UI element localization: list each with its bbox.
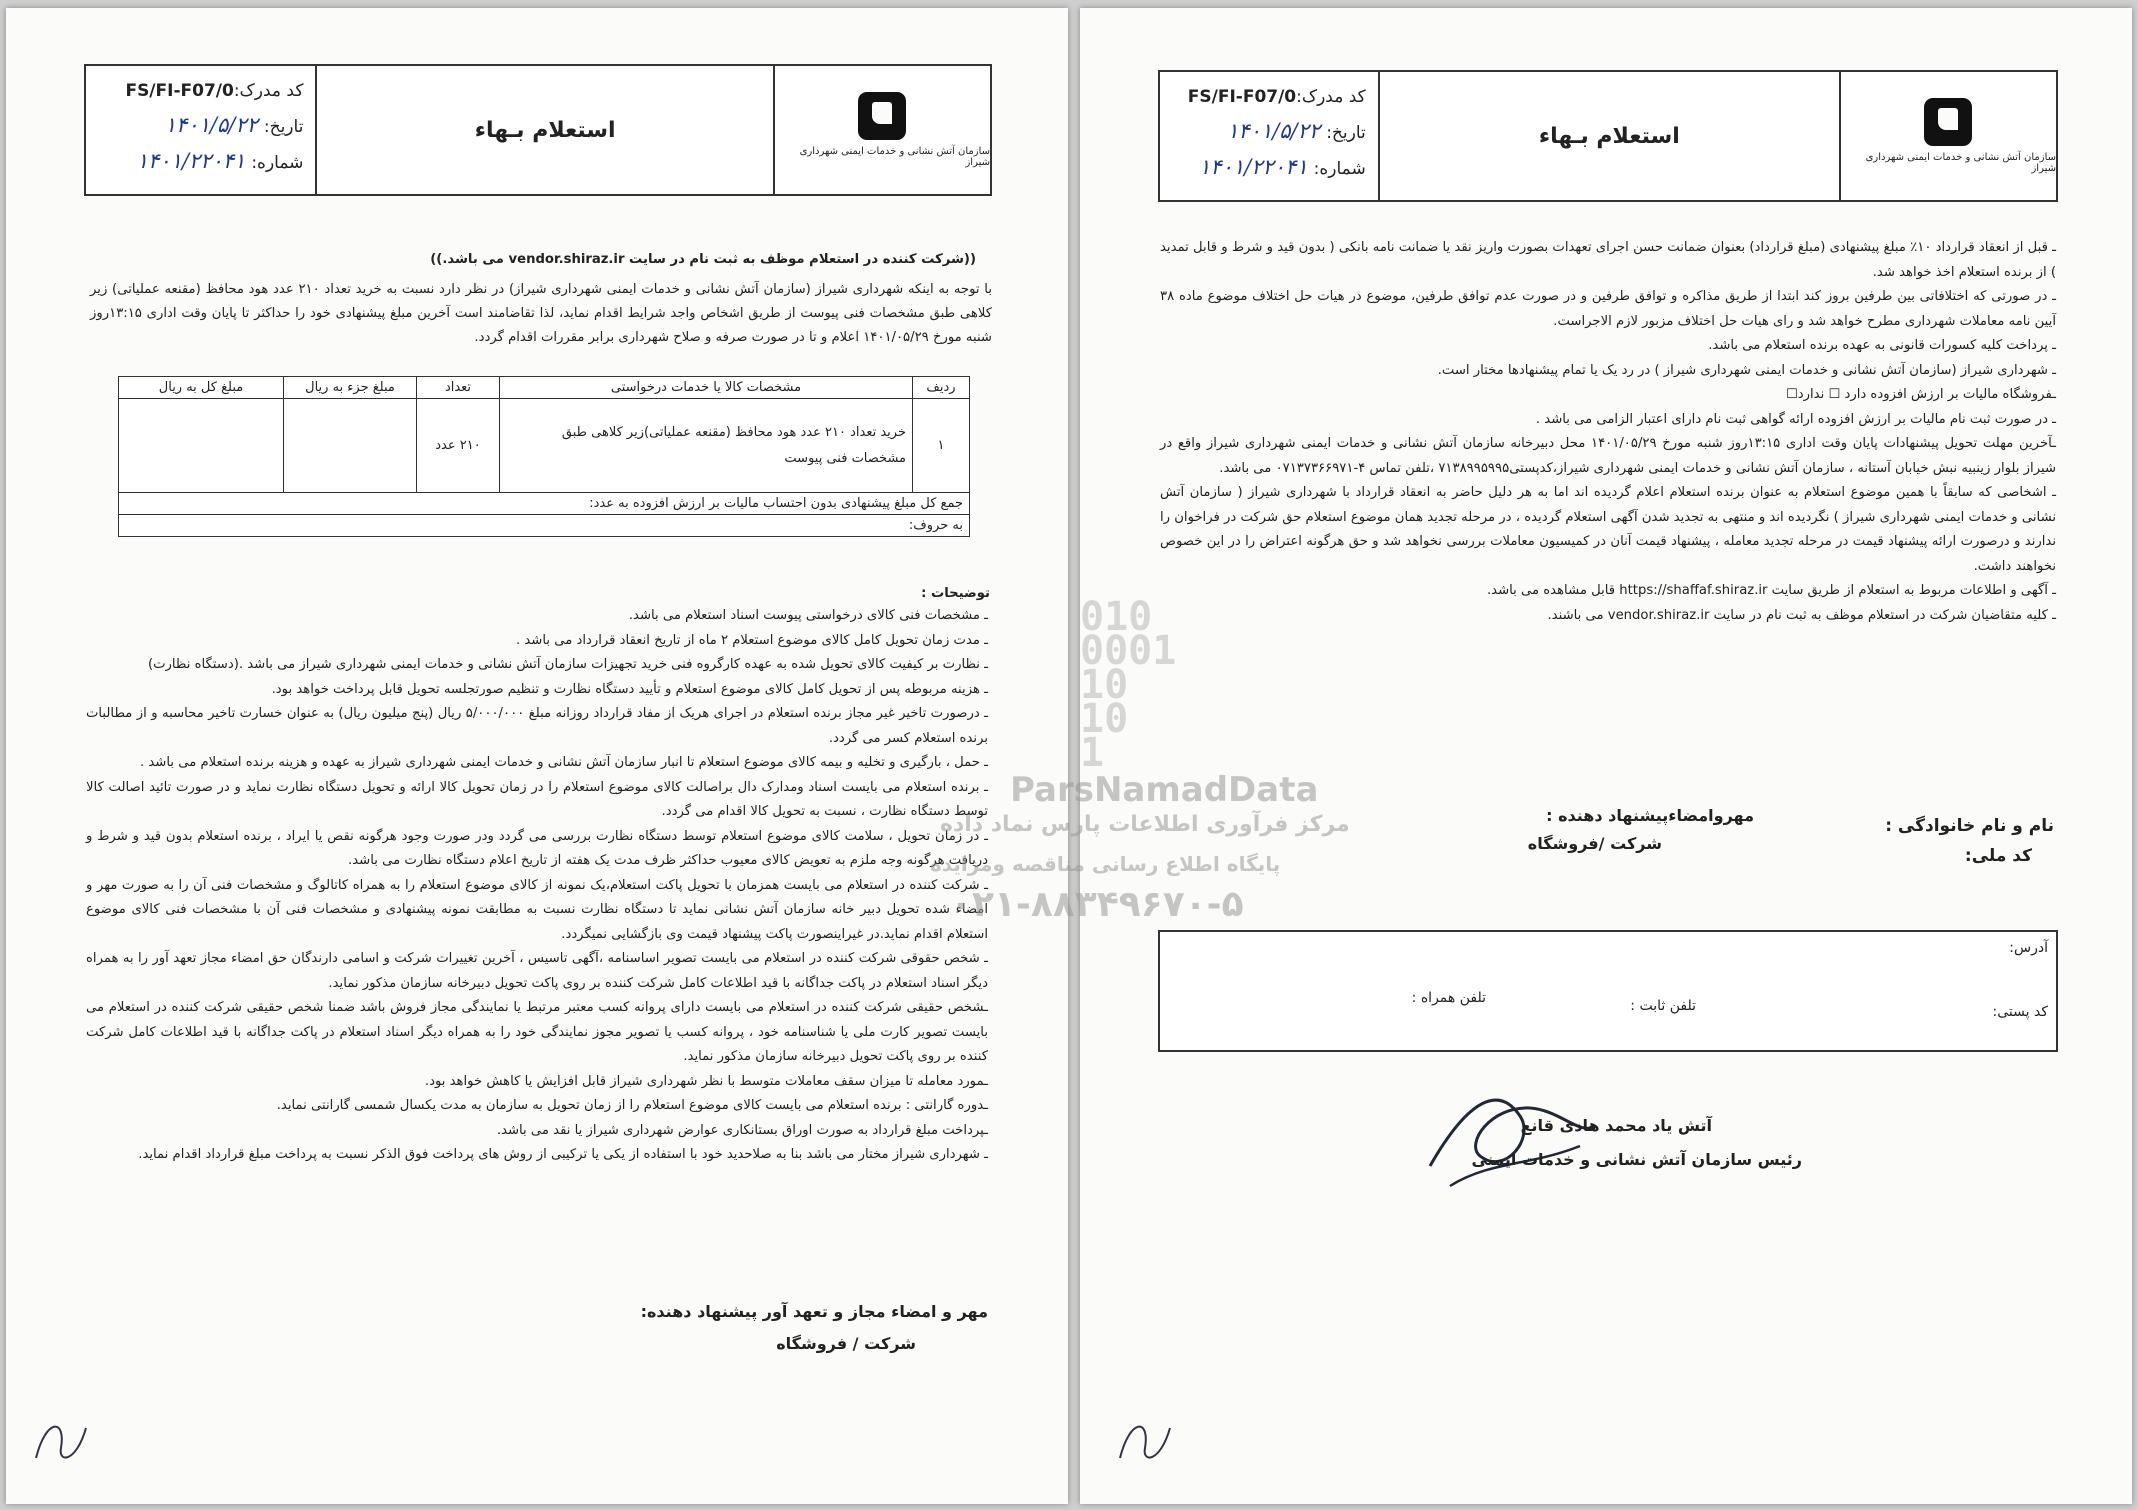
phone-label: تلفن ثابت : [1630,998,1696,1014]
national-code-label: کد ملی: [1964,846,2032,866]
watermark-brand: ParsNamadData [1010,770,1319,810]
list-item: ـ اشخاصی که سابقاً با همین موضوع استعلام به عنوان برنده استعلام اعلام گردیده اند اما به هر دلیل حاضر به انعقاد قرارداد با شهرداری شیراز ( سازمان آتش نشانی و خدمات ایمنی شهرداری شیراز ) نگردیده اند و منتهی به تجدید شدن آگهی استعلام گردیده ، در مرحله تجدید همان موضوع استعلام حق شرکت در فراخوان را ندارند و درصورت ارائه پیشنهاد قیمت در مرحله تجدید معامله ، پیشنهاد قیمت آنان در کمیسیون معاملات بررسی نخواهد شد و حق هرگونه اعتراض را در این خصوص نخواهند داشت. [1160,485,2056,574]
list-item: ـ کلیه متقاضیان شرکت در استعلام موظف به ثبت نام در سایت vendor.shiraz.ir می باشند. [1547,607,2056,623]
col-index: ردیف [913,377,970,399]
signer-name: آتش یاد محمد هادی قانع [1520,1116,1712,1135]
org-logo [775,66,990,194]
list-item: ـ قبل از انعقاد قرارداد ۱۰٪ مبلغ پیشنهادی (مبلغ قرارداد) بعنوان ضمانت حسن اجرای تعهدات بصورت واریز نقد یا ضمانت نامه بانکی ( بدون قید و شرط و قابل تمدید ) از برنده استعلام اخذ خواهد شد. [1160,240,2057,280]
list-item: ـ درصورت تاخیر غیر مجاز برنده استعلام در اجرای هریک از مفاد قرارداد روزانه مبلغ ۵/۰۰۰/۰۰۰ ریال (پنج میلیون ریال) به عنوان خسارت تاخیر محاسبه و از مطالبات برنده استعلام کسر می گردد. [86,706,989,746]
list-item: ـ مشخصات فنی کالای درخواستی پیوست اسناد استعلام می باشد. [628,608,988,623]
list-item: ـپرداخت مبلغ قرارداد به صورت اوراق بستانکاری عوارض شهرداری شیراز یا نقد می باشد. [496,1122,988,1138]
conditions-list [1160,236,2056,628]
document-meta [86,66,317,194]
intro-text: با توجه به اینکه شهرداری شیراز (سازمان آتش نشانی و خدمات ایمنی شهرداری شیراز) در نظر دارد نسبت به خرید تعداد ۲۱۰ عدد هود محافظ (مقنعه عملیاتی) زیر کلاهی طبق مشخصات فنی پیوست از طریق اشخاص واجد شرایط اقدام نماید، لذا تقاضامند است آخرین مبلغ پیشنهادی خود را حداکثر تا پایان وقت اداری ۱۳:۱۵روز شنبه مورخ ۱۴۰۱/۰۵/۲۹ اعلام و تا در صورت صرفه و صلاح شهرداری برابر مقررات اقدام گردد. [90,282,992,345]
fire-department-logo-icon [1924,98,1972,146]
applicant-name-label: نام و نام خانوادگی : [1885,816,2054,836]
list-item: ـ هزینه مربوطه پس از تحویل کامل کالای موضوع استعلام و تأیید دستگاه نظارت و تنظیم صورتجلسه تحویل قابل پرداخت خواهد بود. [271,681,988,697]
date-label: تاریخ: [1326,123,1366,143]
col-desc: مشخصات کالا یا خدمات درخواستی [500,377,913,399]
list-item: ـ در زمان تحویل ، سلامت کالای موضوع استعلام توسط دستگاه نظارت بررسی می گردد ودر صورت وجود هرگونه نقص یا ایراد ، برنده استعلام بدون قید و شرط و دریافت هرگونه وجه ملزم به تعویض کالای معیوب حداکثر ظرف مدت یک هفته از تاریخ اعلام دستگاه نظارت می باشد. [86,828,988,868]
list-item: ـ آگهی و اطلاعات مربوط به استعلام از طریق سایت https://shaffaf.shiraz.ir قابل مشاهده می باشد. [1486,583,2056,598]
code-label: کد مدرک: [233,81,304,101]
list-item: ـ شهرداری شیراز مختار می باشد بنا به صلاحدید خود با استفاده از یکی یا ترکیبی از روش های پرداخت فوق الذکر نسبت به پرداخت مبلغ قرارداد اقدام نماید. [138,1147,988,1162]
mobile-label: تلفن همراه : [1411,990,1486,1006]
document-header [84,64,992,196]
org-name: سازمان آتش نشانی و خدمات ایمنی شهرداری شیراز [1865,152,2056,174]
number-label: شماره: [1313,159,1366,179]
sum-row [119,493,970,515]
code-value: FS/FI-F07/0 [1187,87,1297,107]
postal-code-label: کد پستی: [1992,1004,2048,1020]
watermark-line2: پایگاه اطلاع رسانی مناقصه ومزایده [930,852,1281,876]
list-item: ـفروشگاه مالیات بر ارزش افزوده دارد ☐ ندارد☐ [1785,387,2056,402]
binary-watermark: 010 0001 10 10 1 [1080,594,1177,776]
document-title: استعلام بـهاء [1380,72,1841,200]
date-label: تاریخ: [263,117,304,137]
company-label: شرکت /فروشگاه [1527,834,1662,853]
code-value: FS/FI-F07/0 [125,81,234,101]
number-label: شماره: [251,153,304,173]
list-item: ـدوره گارانتی : برنده استعلام می بایست کالای موضوع استعلام را از زمان تحویل به سازمان به مدت یکسال شمسی گارانتی نماید. [276,1098,988,1113]
row-index: ۱ [913,399,970,493]
col-qty: تعداد [417,377,500,399]
left-page [6,8,1068,1504]
seal-label: مهروامضاءپیشنهاد دهنده : [1546,806,1754,825]
org-name: سازمان آتش نشانی و خدمات ایمنی شهرداری شیراز [799,146,990,168]
list-item: ـ شهرداری شیراز (سازمان آتش نشانی و خدمات ایمنی شهرداری شیراز ) در رد یک یا تمام پیشنهادها مختار است. [1437,362,2056,378]
letters-row [119,515,970,537]
sum-label: جمع کل مبلغ پیشنهادی بدون احتساب مالیات بر ارزش افزوده به عدد: [119,493,970,515]
list-item: ـ مدت زمان تحویل کامل کالای موضوع استعلام ۲ ماه از تاریخ انعقاد قرارداد می باشد . [515,632,988,648]
row-desc: خرید تعداد ۲۱۰ عدد هود محافظ (مقنعه عملیاتی)زیر کلاهی طبق مشخصات فنی پیوست [500,399,913,493]
code-label: کد مدرک: [1296,87,1366,107]
letters-label: به حروف: [119,515,970,537]
col-unit-price: مبلغ جزء به ریال [284,377,417,399]
address-label: آدرس: [2009,940,2048,956]
address-box [1158,930,2058,1052]
list-item: ـ برنده استعلام می بایست اسناد ومدارک دال براصالت کالای موضوع استعلام را در زمان تحویل کالا ارائه و تحویل دستگاه نظارت نماید و در صورت تائید اصالت کالا توسط دستگاه نظارت ، نسبت به تحویل کالا اقدام می گردد. [86,779,988,819]
right-page [1080,8,2132,1504]
notes-title: توضیحات : [921,586,990,601]
list-item: ـشخص حقیقی شرکت کننده در استعلام می بایست دارای پروانه کسب معتبر مرتبط یا نمایندگی مجاز فروش باشد ضمنا شخص حقیقی شرکت کننده در استعلام می بایست تصویر کارت ملی یا شناسنامه خود ، پروانه کسب یا تصویر مجوز نمایندگی خود را به همراه دیگر اسناد استعلام در پاکت جداگانه با قید اطلاعات کامل شرکت کننده بر روی پاکت تحویل دبیرخانه سازمان مذکور نماید. [86,1000,988,1064]
list-item: ـ در صورت ثبت نام مالیات بر ارزش افزوده ارائه گواهی ثبت نام دارای اعتبار الزامی می باشد . [1535,411,2056,427]
table-header-row [119,377,970,399]
number-value: ۱۴۰۱/۲۲۰۴۱ [1199,155,1308,179]
row-qty: ۲۱۰ عدد [417,399,500,493]
list-item: ـمورد معامله تا میزان سقف معاملات متوسط با نظر شهرداری شیراز قابل افزایش یا کاهش خواهد بود. [424,1073,988,1089]
document-meta [1160,72,1380,200]
document-header [1158,70,2058,202]
number-value: ۱۴۰۱/۲۲۰۴۱ [136,149,246,173]
list-item: ـ نظارت بر کیفیت کالای تحویل شده به عهده کارگروه فنی خرید تجهیزات سازمان آتش نشانی و خدمات ایمنی شهرداری شیراز می باشد .(دستگاه نظارت) [147,657,988,672]
row-total[interactable] [119,399,284,493]
date-value: ۱۴۰۱/۵/۲۲ [1227,119,1321,143]
fire-department-logo-icon [858,92,906,140]
signature-image [1410,1076,1610,1206]
table-row [119,399,970,493]
list-item: ـآخرین مهلت تحویل پیشنهادات پایان وقت اداری ۱۳:۱۵روز شنبه مورخ ۱۴۰۱/۰۵/۲۹ محل دبیرخانه سازمان آتش نشانی و خدمات ایمنی شهرداری شیراز واقع در شیراز بلوار زینبیه نبش خیابان آستانه ، سازمان آتش نشانی و خدمات ایمنی شهرداری شیراز،کدپستی۷۱۳۸۹۹۵۹۹۵ ،تلفن تماس ۴-۰۷۱۳۷۳۶۶۹۷۱ می باشد. [1160,436,2056,476]
items-table [118,376,970,537]
document-title: استعلام بـهاء [317,66,774,194]
seal-label: مهر و امضاء مجاز و تعهد آور پیشنهاد دهنده: [640,1302,988,1321]
watermark-phone: ۰۲۱-۸۸۳۴۹۶۷۰-۵ [950,884,1244,925]
date-value: ۱۴۰۱/۵/۲۲ [164,113,258,137]
page-initials-image [1110,1408,1180,1478]
company-label: شرکت / فروشگاه [776,1334,916,1353]
org-logo [1841,72,2056,200]
page-initials-image [26,1408,96,1478]
row-unit-price[interactable] [284,399,417,493]
signer-title: رئیس سازمان آتش نشانی و خدمات ایمنی [1471,1150,1802,1169]
watermark-line1: مرکز فرآوری اطلاعات پارس نماد داده [940,812,1350,837]
col-total: مبلغ کل به ریال [119,377,284,399]
notes-list [86,604,988,1168]
list-item: ـ حمل ، بارگیری و تخلیه و بیمه کالای موضوع استعلام تا انبار سازمان آتش نشانی و خدمات ایمنی شهرداری شیراز به عهده و هزینه برنده استعلام می باشد . [140,755,988,770]
list-item: ـ شخص حقوقی شرکت کننده در استعلام می بایست تصویر اساسنامه ،آگهی تاسیس ، آخرین تغییرات شرکت و اسامی دارندگان حق امضاء مجاز تعهد آور را به همراه دیگر اسناد استعلام در پاکت جداگانه با قید اطلاعات کامل شرکت کننده بر روی پاکت تحویل دبیرخانه سازمان مذکور نماید. [86,951,988,991]
intro-note: ((شرکت کننده در استعلام موظف به ثبت نام در سایت vendor.shiraz.ir می باشد.)) [430,252,976,267]
list-item: ـ پرداخت کلیه کسورات قانونی به عهده برنده استعلام می باشد. [1708,338,2056,353]
list-item: ـ در صورتی که اختلافاتی بین طرفین بروز کند ابتدا از طریق مذاکره و توافق طرفین و در صورت عدم توافق طرفین، موضوع در هیات حل اختلاف موضوع ماده ۳۸ آیین نامه معاملات شهرداری مطرح خواهد شد و رای هیات حل اختلاف مزبور لازم الاجراست. [1160,289,2056,329]
list-item: ـ شرکت کننده در استعلام می بایست همزمان با تحویل پاکت استعلام،یک نمونه از کالای موضوع استعلام را به همراه کاتالوگ و مشخصات فنی آن را به صورت مهر و امضاء شده تحویل دبیر خانه سازمان آتش نشانی نماید تا دستگاه نظارت نسبت به مطابقت نمونه پیشنهادی و مشخصات فنی آن با مشخصات فنی کالای موضوع استعلام اقدام نماید.در غیراینصورت پاکت پیشنهاد قیمت وی بازگشایی نمیگردد. [86,877,988,942]
